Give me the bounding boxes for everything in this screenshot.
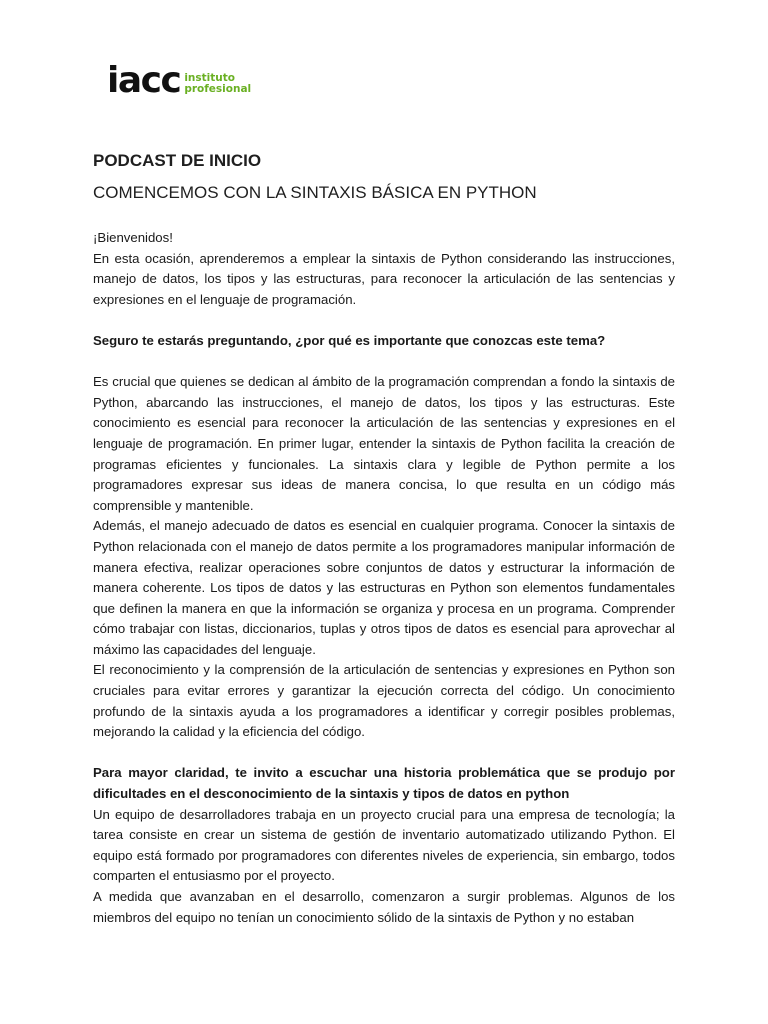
paragraph-2: Además, el manejo adecuado de datos es esencial en cualquier programa. Conocer la sintaxis de Python relacionada con el manejo de datos permite a los programadores manipular información de manera efectiva, realizar operaciones sobre conjuntos de datos y estructurar la información de manera coherente. Los tipos de datos y las estructuras en Python son elementos fundamentales que definen la manera en que la información se organiza y procesa en un programa. Comprender cómo trabajar con listas, diccionarios, tuplas y otros tipos de datos es esencial para aprovechar al máximo las capacidades del lenguaje. [93,518,675,657]
page-subtitle: COMENCEMOS CON LA SINTAXIS BÁSICA EN PYTHON [93,183,537,202]
document-content [93,148,675,928]
page-title: PODCAST DE INICIO [93,151,262,170]
logo-line-1: instituto [184,72,235,84]
logo-subtitle [184,73,251,95]
paragraph-3: El reconocimiento y la comprensión de la articulación de sentencias y expresiones en Python son cruciales para evitar errores y garantizar la ejecución correcta del código. Un conocimiento profundo de la sintaxis ayuda a los programadores a identificar y corregir posibles problemas, mejorando la calidad y la eficiencia del código. [93,662,675,740]
question-heading: Seguro te estarás preguntando, ¿por qué es importante que conozcas este tema? [93,332,606,348]
document-body [93,228,675,928]
intro-paragraph: En esta ocasión, aprenderemos a emplear la sintaxis de Python considerando las instrucciones, manejo de datos, los tipos y las estructuras, para reconocer la articulación de las sentencias y expresiones en el lenguaje de programación. [93,250,675,307]
iacc-logo [107,60,252,101]
paragraph-1: Es crucial que quienes se dedican al ámbito de la programación comprendan a fondo la sintaxis de Python, abarcando las instrucciones, el manejo de datos, los tipos y las estructuras. Este conocimiento es esencial para reconocer la articulación de las sentencias y expresiones en el lenguaje de programación. En primer lugar, entender la sintaxis de Python facilita la creación de programas eficientes y funcionales. La sintaxis clara y legible de Python permite a los programadores expresar sus ideas de manera concisa, lo que resulta en un código más comprensible y mantenible. [93,374,675,513]
story-paragraph-2: A medida que avanzaban en el desarrollo, comenzaron a surgir problemas. Algunos de los miembros del equipo no tenían un conocimiento sólido de la sintaxis de Python y no estaban [93,889,675,925]
story-heading: Para mayor claridad, te invito a escuchar una historia problemática que se produjo por dificultades en el desconocimiento de la sintaxis y tipos de datos en python [93,765,675,802]
story-paragraph-1: Un equipo de desarrolladores trabaja en un proyecto crucial para una empresa de tecnología; la tarea consiste en crear un sistema de gestión de inventario automatizado utilizando Python. El equipo está formado por programadores con diferentes niveles de experiencia, sin embargo, todos comparten el entusiasmo por el proyecto. [93,806,675,884]
logo-mark: iacc [107,60,181,101]
welcome-text: ¡Bienvenidos! [93,230,173,245]
logo-line-2: profesional [184,83,252,95]
